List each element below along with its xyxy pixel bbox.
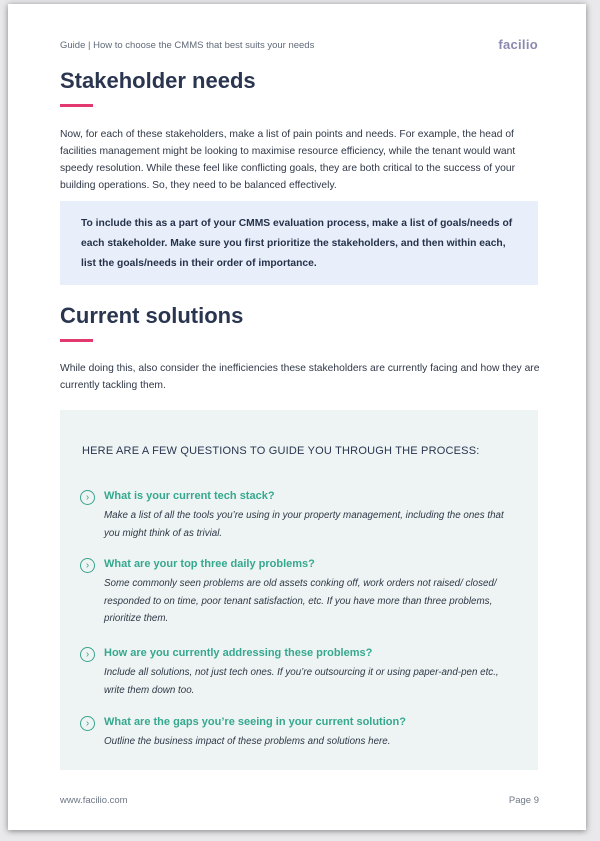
footer-url: www.facilio.com xyxy=(60,795,128,806)
question-description: Include all solutions, not just tech ones. If you’re outsourcing it or using paper-and-pen etc., write them down too. xyxy=(104,667,499,696)
section-title-current-solutions: Current solutions xyxy=(60,303,244,328)
facilio-logo: facilio xyxy=(498,37,538,52)
questions-box xyxy=(60,410,538,770)
callout-box xyxy=(60,201,538,285)
chevron-circle-icon: › xyxy=(80,716,95,731)
callout-text: To include this as a part of your CMMS evaluation process, make a list of goals/needs of each stakeholder. Make sure you first prioritize the stakeholders, and then within each, list the goals/needs in their order of importance. xyxy=(81,218,513,269)
title-accent-bar xyxy=(60,339,93,342)
question-description: Make a list of all the tools you’re using in your property management, including the ones that you might think of as trivial. xyxy=(104,510,504,539)
chevron-circle-icon: › xyxy=(80,558,95,573)
question-title: What are the gaps you’re seeing in your current solution? xyxy=(104,716,406,728)
stakeholder-needs-paragraph: Now, for each of these stakeholders, make a list of pain points and needs. For example, the head of facilities management might be looking to maximise resource efficiency, while the tenant would want speedy resolution. While these feel like conflicting goals, they are both critical to the success of your building operations. So, they need to be balanced effectively. xyxy=(60,129,516,191)
page-number: Page 9 xyxy=(508,795,539,806)
questions-heading: HERE ARE A FEW QUESTIONS TO GUIDE YOU THROUGH THE PROCESS: xyxy=(82,445,480,457)
question-title: What are your top three daily problems? xyxy=(104,558,315,570)
current-solutions-paragraph: While doing this, also consider the inefficiencies these stakeholders are currently facing and how they are currently tackling them. xyxy=(60,363,540,391)
section-title-stakeholder-needs: Stakeholder needs xyxy=(60,68,256,93)
question-description: Outline the business impact of these problems and solutions here. xyxy=(104,736,391,747)
question-description: Some commonly seen problems are old assets conking off, work orders not raised/ closed/ responded to on time, poor tenant satisfaction, etc. If you have more than three problems, prioritize them. xyxy=(104,578,497,624)
title-accent-bar xyxy=(60,104,93,107)
document-page xyxy=(8,4,586,830)
question-title: What is your current tech stack? xyxy=(104,490,275,502)
question-title: How are you currently addressing these problems? xyxy=(104,647,373,659)
chevron-circle-icon: › xyxy=(80,490,95,505)
header-breadcrumb: Guide | How to choose the CMMS that best suits your needs xyxy=(60,40,315,51)
chevron-circle-icon: › xyxy=(80,647,95,662)
